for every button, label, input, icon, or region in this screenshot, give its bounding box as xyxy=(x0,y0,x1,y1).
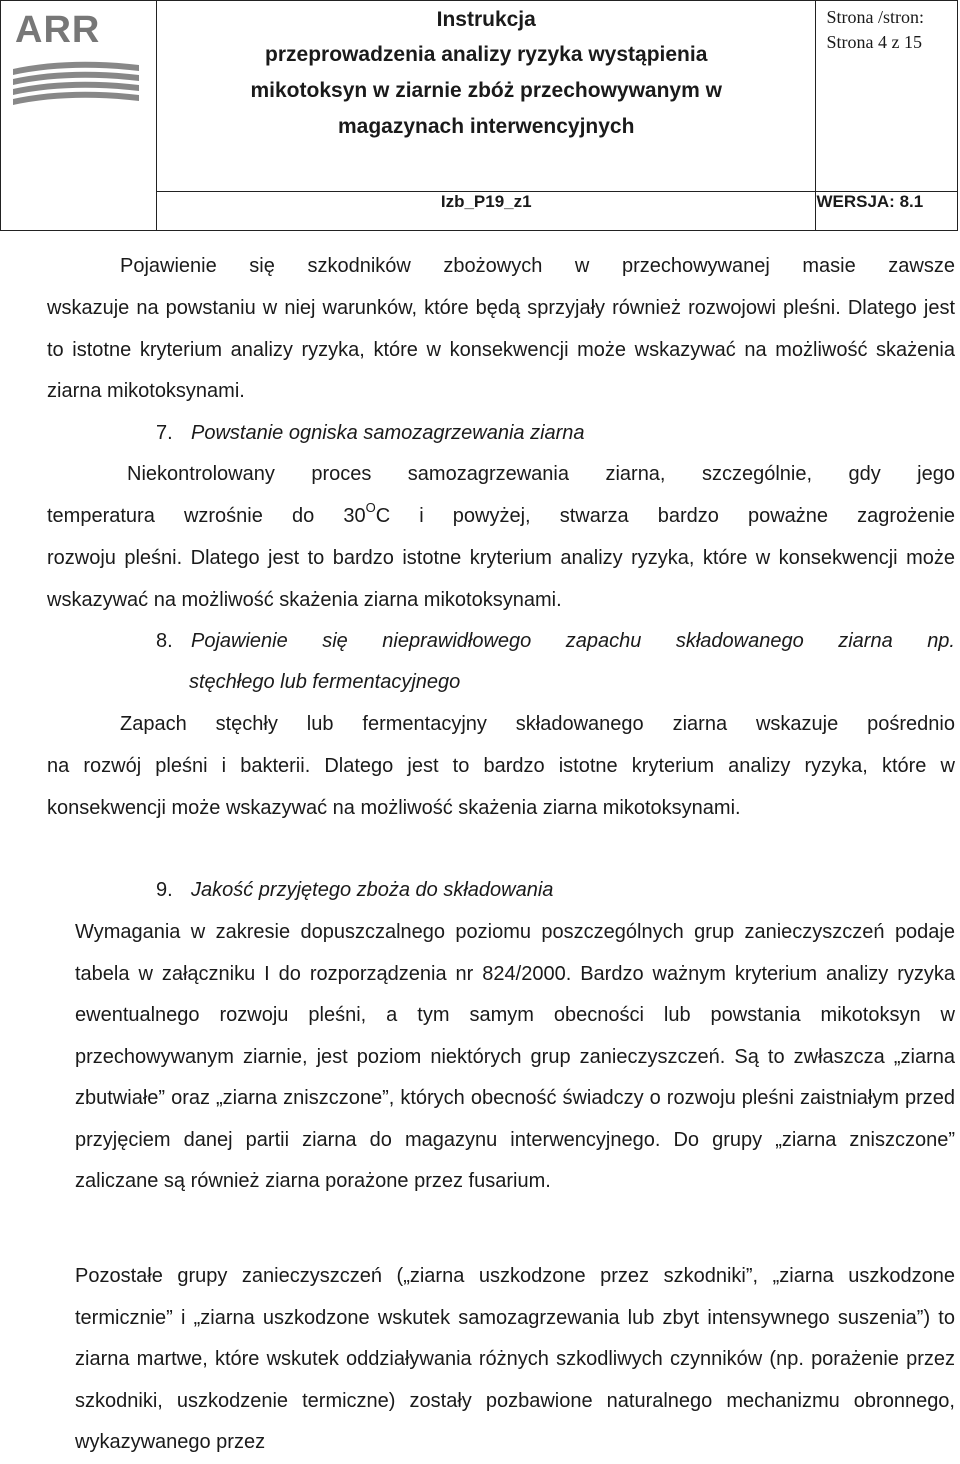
paragraph: na rozwój pleśni i bakterii. Dlatego jest to bardzo istotne kryterium analizy ryzyka, które w konsekwencji może wskazywać na możliwość skażenia ziarna mikotoksynami. xyxy=(47,755,955,819)
paragraph-first-line xyxy=(47,704,955,746)
paragraph-text: C i powyżej, stwarza bardzo poważne zagrożenie xyxy=(375,505,955,527)
paragraph: wskazuje na powstaniu w niej warunków, które będą sprzyjały również rozwojowi pleśni. Dlatego jest to istotne kryterium analizy ryzyka, które w konsekwencji może wskazywać na możliwość skażenia ziarna mikotoksynami. xyxy=(47,297,955,402)
paragraph-first-line xyxy=(47,454,955,496)
section-number: 7. xyxy=(156,422,173,444)
logo-text: ARR xyxy=(15,9,101,51)
section-number: 9. xyxy=(156,879,173,901)
paragraph-line xyxy=(47,496,955,538)
logo-cell xyxy=(1,1,157,231)
degree-superscript: O xyxy=(365,500,376,516)
title-line: magazynach interwencyjnych xyxy=(338,115,635,138)
section-heading: Jakość przyjętego zboża do składowania xyxy=(191,879,554,901)
title-line: mikotoksyn w ziarnie zbóż przechowywanym w xyxy=(250,79,722,102)
version-label: WERSJA: 8.1 xyxy=(816,192,958,231)
section-heading: Powstanie ogniska samozagrzewania ziarna xyxy=(191,422,585,444)
title-line: Instrukcja xyxy=(436,8,536,31)
document-header xyxy=(0,0,958,231)
paragraph-first-line xyxy=(47,246,955,288)
paragraph: Wymagania w zakresie dopuszczalnego poziomu poszczególnych grup zanieczyszczeń podaje tabela w załączniku I do rozporządzenia nr 824/2000. Bardzo ważnym kryterium analizy ryzyka ewentualnego rozwoju pleśni, a tym samym obecności lub powstania mikotoksyn w przechowywanym ziarnie, jest poziom niektórych grup zanieczyszczeń. Są to zwłaszcza „ziarna zbutwiałe” oraz „ziarna zniszczone”, których obecność świadczy o rozwoju pleśni zaistniałym przed przyjęciem danej partii ziarna do magazynu interwencyjnego. Do grupy „ziarna zniszczone” zaliczane są również ziarna porażone przez fusarium. xyxy=(75,921,955,1192)
page-cell xyxy=(816,1,958,192)
paragraph-text: Niekontrolowany proces samozagrzewania ziarna, szczególnie, gdy jego xyxy=(127,463,955,485)
section-number: 8. xyxy=(156,630,173,652)
paragraph-text: temperatura wzrośnie do 30 xyxy=(47,505,366,527)
section-heading: Pojawienie się nieprawidłowego zapachu składowanego ziarna np. xyxy=(191,630,955,652)
page-number: Strona 4 z 15 xyxy=(826,32,922,52)
page-label: Strona /stron: xyxy=(826,7,924,27)
paragraph-text: Zapach stęchły lub fermentacyjny składowanego ziarna wskazuje pośrednio xyxy=(120,713,955,735)
document-code: Izb_P19_z1 xyxy=(157,192,816,231)
title-cell xyxy=(157,1,816,192)
paragraph: Pozostałe grupy zanieczyszczeń („ziarna uszkodzone przez szkodniki”, „ziarna uszkodzone termicznie” i „ziarna uszkodzone wskutek samozagrzewania lub zbyt intensywnego suszenia”) to ziarna martwe, które wskutek oddziaływania różnych szkodliwych czynników (np. porażenie przez szkodniki, uszkodzenie termiczne) zostały pozbawione naturalnego mechanizmu obronnego, wykazywanego przez xyxy=(75,1265,955,1453)
paragraph: rozwoju pleśni. Dlatego jest to bardzo istotne kryterium analizy ryzyka, które w konsekwencji może wskazywać na możliwość skażenia ziarna mikotoksynami. xyxy=(47,547,955,611)
paragraph-text: Pojawienie się szkodników zbożowych w przechowywanej masie zawsze xyxy=(120,255,955,277)
title-line: przeprowadzenia analizy ryzyka wystąpienia xyxy=(265,43,708,66)
section-heading-continued: stęchłego lub fermentacyjnego xyxy=(189,671,461,693)
